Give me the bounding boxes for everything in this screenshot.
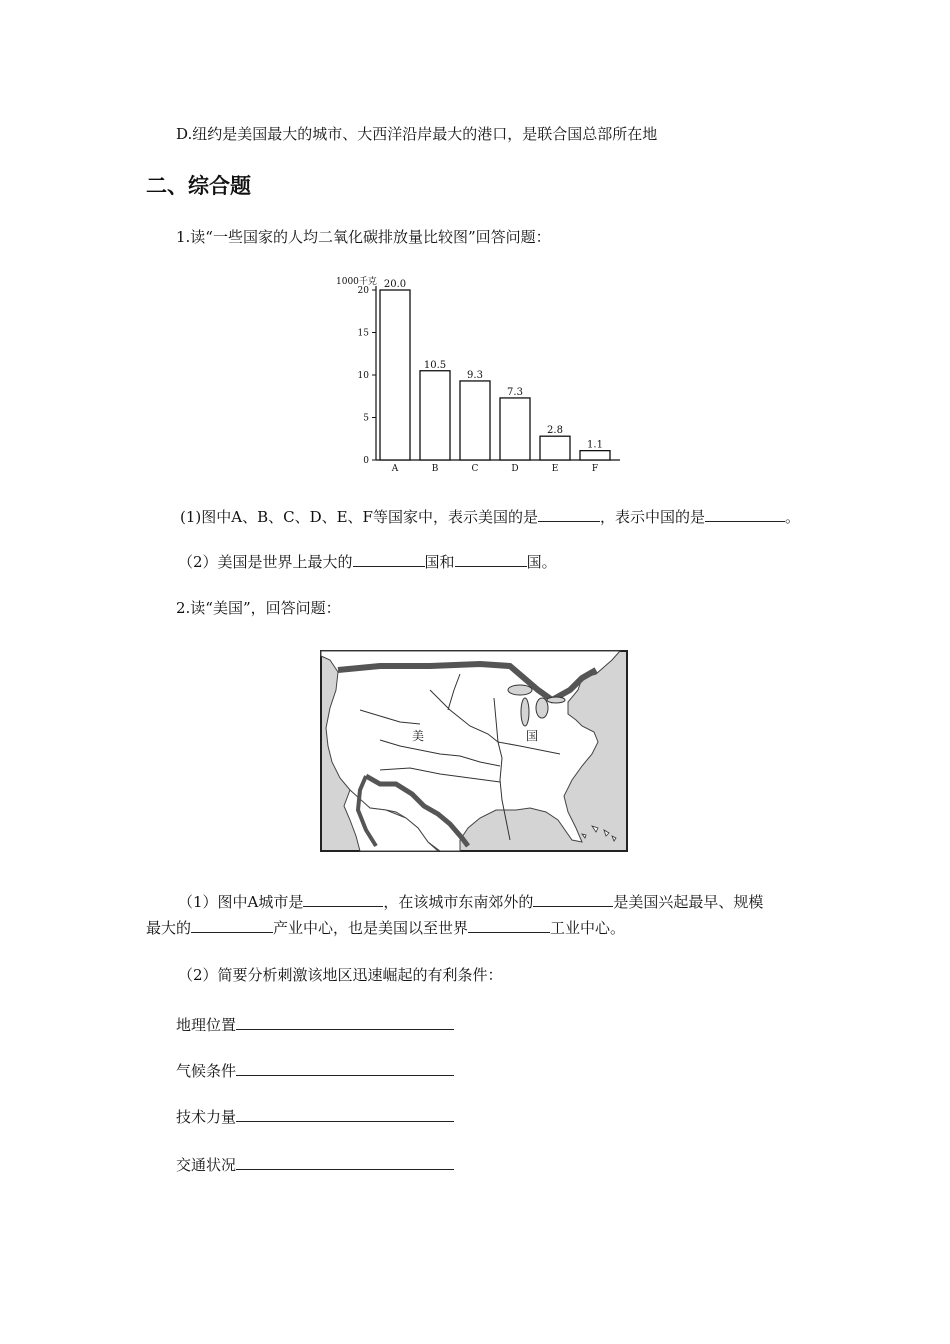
map-label-guo: 国 — [526, 729, 539, 743]
y-tick-label: 20 — [357, 286, 369, 296]
bar-F — [580, 451, 610, 460]
answer-blank-usa[interactable] — [538, 505, 600, 522]
condition-location-label: 地理位置 — [176, 1016, 237, 1034]
bar-value-label: 2.8 — [547, 425, 563, 437]
map-label-mei: 美 — [412, 729, 425, 743]
condition-climate — [176, 1059, 454, 1081]
bar-value-label: 7.3 — [507, 386, 523, 398]
q1-p2-text-c: 国。 — [526, 553, 557, 571]
bar-value-label: 1.1 — [587, 439, 603, 451]
answer-blank-industry[interactable] — [191, 916, 273, 933]
y-axis-label: 1000千克 — [336, 277, 377, 287]
q1-p1-text-a: (1)图中A、B、C、D、E、F等国家中，表示美国的是 — [180, 508, 538, 526]
q2-p1-text-a: （1）图中A城市是 — [178, 893, 304, 911]
condition-transport — [176, 1153, 454, 1175]
question-2-part-1-line-1 — [178, 890, 763, 912]
answer-blank-world-industry[interactable] — [468, 916, 550, 933]
y-tick-label: 5 — [363, 413, 369, 424]
q1-p1-text-c: 。 — [784, 508, 800, 526]
y-tick-label: 15 — [357, 328, 369, 339]
condition-location — [176, 1013, 454, 1035]
x-tick-label: F — [591, 464, 599, 472]
question-2-part-2: （2）简要分析刺激该地区迅速崛起的有利条件： — [178, 966, 503, 984]
answer-blank-transport[interactable] — [236, 1153, 454, 1170]
q2-p1-text-d: 最大的 — [146, 919, 192, 937]
bar-B — [420, 371, 450, 460]
y-tick-label: 10 — [357, 371, 369, 381]
x-tick-label: B — [431, 464, 439, 472]
bar-E — [540, 436, 570, 460]
bar-C — [460, 381, 490, 460]
q1-p2-text-b: 国和 — [424, 553, 455, 571]
y-tick-label: 0 — [363, 456, 369, 466]
q2-p1-text-c: 是美国兴起最早、规模 — [613, 893, 764, 911]
map-great-lake-1 — [508, 685, 532, 695]
question-2-stem: 2.读“美国”，回答问题： — [176, 599, 341, 617]
question-1-part-2 — [178, 550, 557, 572]
co2-bar-chart — [330, 272, 620, 472]
bar-A — [380, 290, 410, 460]
x-tick-label: D — [511, 464, 519, 472]
answer-blank-technology[interactable] — [236, 1105, 454, 1122]
answer-blank-china[interactable] — [705, 505, 785, 522]
map-great-lake-3 — [536, 698, 548, 718]
question-1-part-1 — [180, 505, 800, 527]
answer-blank-largest-1[interactable] — [353, 550, 425, 567]
answer-blank-largest-2[interactable] — [455, 550, 527, 567]
x-tick-label: E — [551, 464, 559, 472]
x-tick-label: A — [391, 464, 399, 472]
question-1-stem: 1.读“一些国家的人均二氧化碳排放量比较图”回答问题： — [176, 228, 551, 246]
condition-transport-label: 交通状况 — [176, 1156, 237, 1174]
answer-blank-location[interactable] — [236, 1013, 454, 1030]
condition-technology — [176, 1105, 454, 1127]
option-d-text: D.纽约是美国最大的城市、大西洋沿岸最大的港口，是联合国总部所在地 — [176, 125, 658, 143]
x-tick-label: C — [471, 464, 479, 472]
q2-p1-text-e: 产业中心，也是美国以至世界 — [273, 919, 469, 937]
answer-blank-climate[interactable] — [236, 1059, 454, 1076]
q2-p1-text-f: 工业中心。 — [550, 919, 626, 937]
section-title: 二、综合题 — [146, 174, 251, 198]
bar-value-label: 9.3 — [467, 369, 483, 381]
bar-D — [500, 398, 530, 460]
bar-value-label: 10.5 — [423, 359, 447, 371]
q1-p1-text-b: ，表示中国的是 — [599, 508, 705, 526]
q1-p2-text-a: （2）美国是世界上最大的 — [178, 553, 353, 571]
q2-p1-text-b: ，在该城市东南郊外的 — [383, 893, 534, 911]
bar-value-label: 20.0 — [383, 279, 407, 290]
answer-blank-suburb[interactable] — [533, 890, 613, 907]
condition-climate-label: 气候条件 — [176, 1062, 237, 1080]
answer-blank-city-a[interactable] — [303, 890, 383, 907]
map-great-lake-4 — [547, 697, 565, 703]
map-great-lake-2 — [521, 698, 529, 726]
condition-technology-label: 技术力量 — [176, 1108, 237, 1126]
question-2-part-1-line-2 — [146, 916, 625, 938]
usa-map — [320, 650, 630, 854]
